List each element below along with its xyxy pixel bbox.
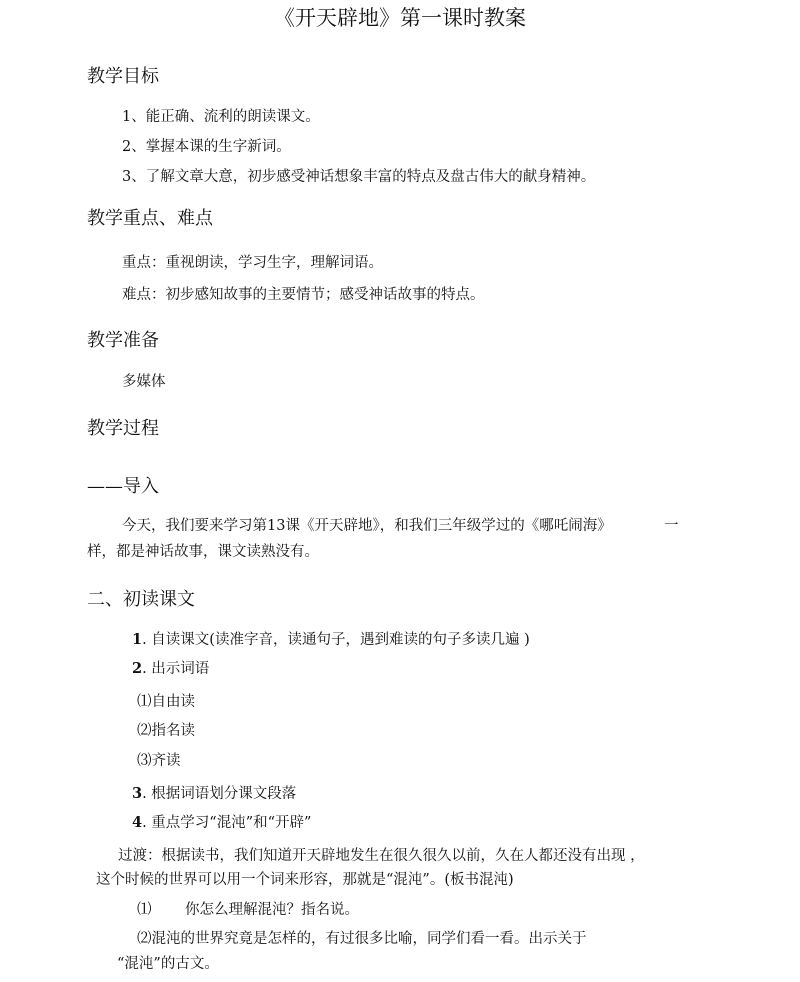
sub-item-2: ⑵指名读 bbox=[137, 723, 195, 739]
step-1-text: . 自读课文(读准字音，读通句子，遇到难读的句子多读几遍 ) bbox=[142, 632, 530, 648]
step-3-number: 3 bbox=[132, 785, 143, 802]
step-2-number: 2 bbox=[132, 660, 143, 677]
question-1-text: 你怎么理解混沌？指名说。 bbox=[185, 902, 359, 918]
transition-line-1: 过渡：根据读书，我们知道开天辟地发生在很久很久以前，久在人都还没有出现 ， bbox=[118, 848, 645, 864]
step-2 bbox=[132, 662, 209, 677]
first-reading-heading: 二、初读课文 bbox=[87, 589, 195, 610]
question-2-line-2: “混沌”的古文。 bbox=[117, 956, 219, 972]
intro-heading: ——导入 bbox=[87, 476, 159, 497]
preparation-item: 多媒体 bbox=[122, 374, 166, 390]
goal-item-2: 2、掌握本课的生字新词。 bbox=[122, 139, 291, 155]
transition-line-2: 这个时候的世界可以用一个词来形容，那就是“混沌”。(板书混沌) bbox=[96, 872, 514, 888]
question-1-number: ⑴ bbox=[137, 902, 152, 918]
goal-item-1: 1、能正确、流利的朗读课文。 bbox=[122, 109, 320, 125]
preparation-heading: 教学准备 bbox=[87, 330, 159, 351]
goal-item-3: 3、了解文章大意，初步感受神话想象丰富的特点及盘古伟大的献身精神。 bbox=[122, 169, 596, 185]
key-point-difficulty: 难点：初步感知故事的主要情节；感受神话故事的特点。 bbox=[122, 287, 485, 303]
process-heading: 教学过程 bbox=[87, 418, 159, 439]
intro-paragraph-line-1: 今天，我们要来学习第13课《开天辟地》，和我们三年级学过的《哪吒闹海》 bbox=[122, 518, 612, 534]
step-2-text: . 出示词语 bbox=[142, 661, 210, 677]
step-3 bbox=[132, 787, 296, 802]
document-title: 《开天辟地》第一课时教案 bbox=[274, 6, 526, 30]
step-3-text: . 根据词语划分课文段落 bbox=[142, 786, 297, 802]
step-4-number: 4 bbox=[132, 814, 143, 831]
key-point-focus: 重点：重视朗读，学习生字，理解词语。 bbox=[122, 255, 383, 271]
sub-item-1: ⑴自由读 bbox=[137, 694, 195, 710]
key-points-heading: 教学重点、难点 bbox=[87, 208, 213, 229]
step-4-text: . 重点学习“混沌”和“开辟” bbox=[142, 815, 312, 831]
intro-paragraph-line-2: 样，都是神话故事，课文读熟没有。 bbox=[87, 544, 319, 560]
step-4 bbox=[132, 816, 311, 831]
goals-heading: 教学目标 bbox=[87, 66, 159, 87]
step-1 bbox=[132, 633, 530, 648]
step-1-number: 1 bbox=[132, 631, 143, 648]
question-2-line-1: ⑵混沌的世界究竟是怎样的，有过很多比喻，同学们看一看。出示关于 bbox=[137, 931, 587, 947]
sub-item-3: ⑶齐读 bbox=[137, 753, 181, 769]
intro-paragraph-line-1-tail: 一 bbox=[664, 518, 679, 534]
